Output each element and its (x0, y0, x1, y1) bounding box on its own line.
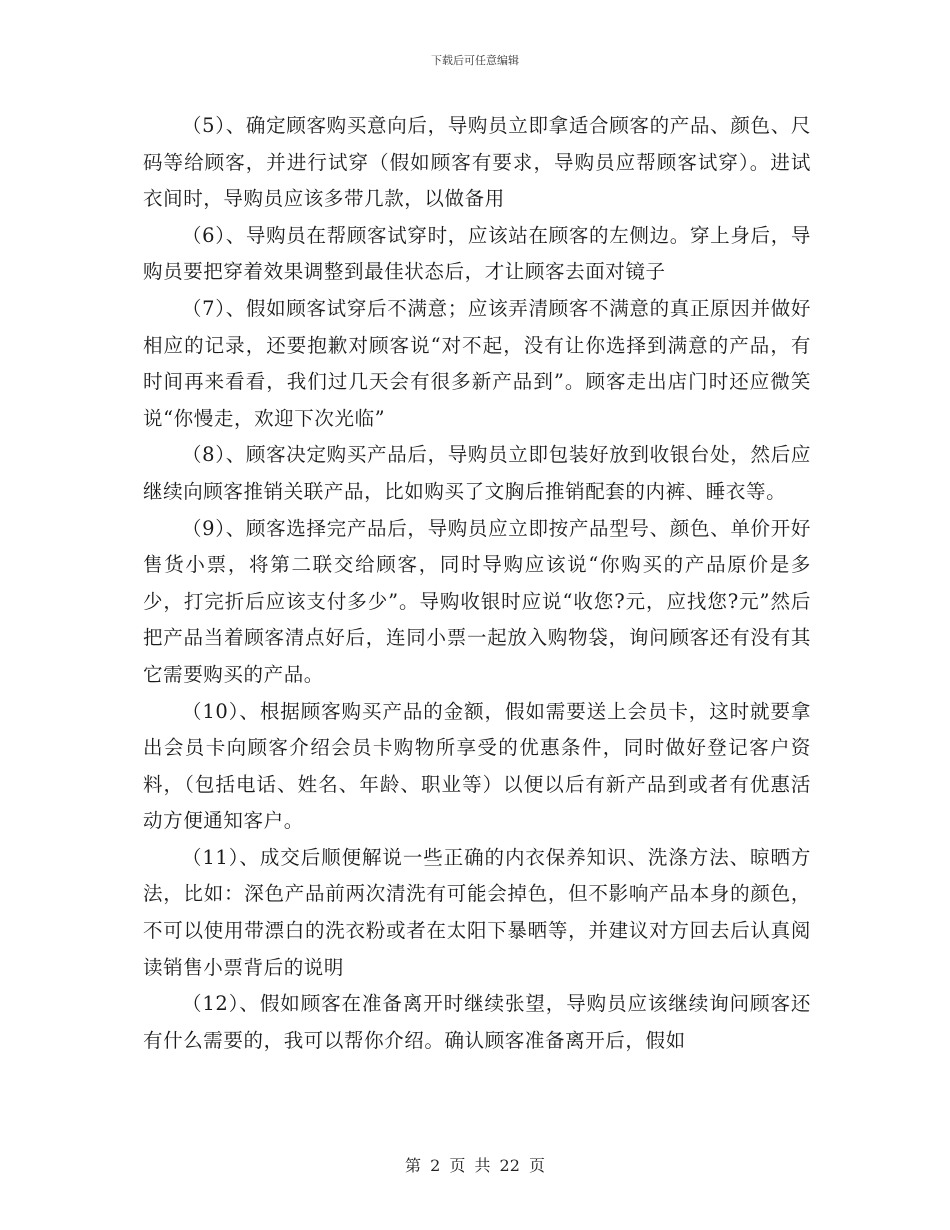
paragraph-5: （5）、确定顾客购买意向后，导购员立即拿适合顾客的产品、颜色、尺码等给顾客，并进行试穿（假如顾客有要求，导购员应帮顾客试穿）。进试衣间时，导购员应该多带几款，以做备用 (143, 114, 811, 211)
page-header: 下载后可任意编辑 (431, 54, 519, 67)
page-footer: 第 2 页 共 22 页 (405, 1156, 545, 1175)
paragraph-6: （6）、导购员在帮顾客试穿时，应该站在顾客的左侧边。穿上身后，导购员要把穿着效果调整到最佳状态后，才让顾客去面对镜子 (143, 223, 811, 284)
paragraph-8: （8）、顾客决定购买产品后，导购员立即包装好放到收银台处，然后应继续向顾客推销关联产品，比如购买了文胸后推销配套的内裤、睡衣等。 (143, 443, 811, 503)
paragraph-12: （12）、假如顾客在准备离开时继续张望，导购员应该继续询问顾客还有什么需要的，我可以帮你介绍。确认顾客准备离开后，假如 (143, 992, 811, 1052)
paragraph-7: （7）、假如顾客试穿后不满意；应该弄清顾客不满意的真正原因并做好相应的记录，还要抱歉对顾客说“对不起，没有让你选择到满意的产品，有时间再来看看，我们过几天会有很多新产品到”。顾客走出店门时还应微笑说“你慢走，欢迎下次光临” (143, 296, 811, 430)
paragraph-10: （10）、根据顾客购买产品的金额，假如需要送上会员卡，这时就要拿出会员卡向顾客介绍会员卡购物所享受的优惠条件，同时做好登记客户资料，（包括电话、姓名、年龄、职业等）以便以后有新产品到或者有优惠活动方便通知客户。 (143, 699, 811, 833)
paragraph-9: （9）、顾客选择完产品后，导购员应立即按产品型号、颜色、单价开好售货小票，将第二联交给顾客，同时导购应该说“你购买的产品原价是多少，打完折后应该支付多少”。导购收银时应说“收您?元，应找您?元”然后把产品当着顾客清点好后，连同小票一起放入购物袋，询问顾客还有没有其它需要购买的产品。 (143, 516, 811, 686)
document-body (143, 108, 811, 1059)
paragraph-11: （11）、成交后顺便解说一些正确的内衣保养知识、洗涤方法、晾晒方法，比如：深色产品前两次清洗有可能会掉色，但不影响产品本身的颜色，不可以使用带漂白的洗衣粉或者在太阳下暴晒等，并建议对方回去后认真阅读销售小票背后的说明 (143, 845, 811, 979)
